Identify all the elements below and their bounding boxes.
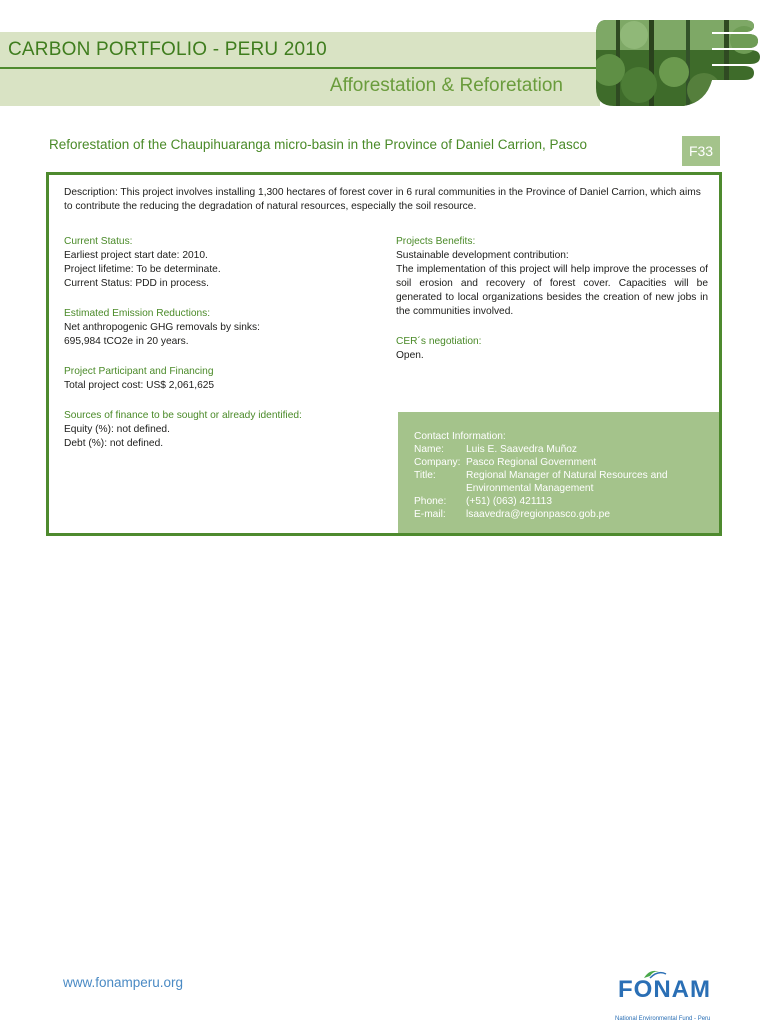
emissions-heading: Estimated Emission Reductions: — [64, 308, 211, 319]
current-status-heading: Current Status: — [64, 236, 133, 247]
emissions-line: 695,984 tCO2e in 20 years. — [64, 336, 189, 347]
benefits-heading: Projects Benefits: — [396, 236, 476, 247]
page-subtitle: Afforestation & Reforetation — [329, 75, 563, 96]
emissions-line: Net anthropogenic GHG removals by sinks: — [64, 322, 260, 333]
contact-label: Name: — [414, 444, 445, 455]
contact-row — [414, 495, 714, 508]
contact-label: E-mail: — [414, 509, 446, 520]
left-column — [64, 235, 384, 451]
right-column — [396, 235, 708, 363]
logo-wordmark: FONAM — [618, 976, 711, 1003]
project-description: Description: This project involves installing 1,300 hectares of forest cover in 6 rural communities in the Province of Daniel Carrion, which aims to contribute the reducing the degradation of natural resources, especially the soil resource. — [64, 187, 701, 212]
contact-box — [398, 412, 719, 533]
benefits-line: Sustainable development contribution: — [396, 250, 569, 261]
contact-row — [414, 443, 714, 456]
contact-label: Phone: — [414, 496, 447, 507]
project-code-badge: F33 — [682, 136, 720, 166]
project-card — [46, 172, 722, 536]
contact-row — [414, 456, 714, 469]
sources-heading: Sources of finance to be sought or already identified: — [64, 410, 302, 421]
cer-heading: CER´s negotiation: — [396, 336, 482, 347]
header-rule — [0, 67, 600, 69]
contact-row — [414, 469, 714, 495]
cer-value: Open. — [396, 350, 424, 361]
sources-line: Debt (%): not defined. — [64, 438, 164, 449]
website-link[interactable]: www.fonamperu.org — [63, 975, 184, 990]
contact-value: (+51) (063) 421113 — [466, 496, 552, 507]
financing-line: Total project cost: US$ 2,061,625 — [64, 380, 215, 391]
contact-value: Regional Manager of Natural Resources and Environmental Management — [466, 470, 668, 494]
fonam-logo — [610, 966, 730, 1024]
sources-line: Equity (%): not defined. — [64, 424, 170, 435]
contact-value: Luis E. Saavedra Muñoz — [466, 444, 577, 455]
page-title: CARBON PORTFOLIO - PERU 2010 — [8, 39, 327, 60]
contact-label: Title: — [414, 470, 436, 481]
contact-value: Pasco Regional Government — [466, 457, 597, 468]
benefits-text: The implementation of this project will help improve the processes of soil erosion and recovery of forest cover. Capacities will be generated to local organizations besides the creation of new jobs in the communities involved. — [396, 264, 708, 317]
status-line: Earliest project start date: 2010. — [64, 250, 208, 261]
project-title: Reforestation of the Chaupihuaranga micro-basin in the Province of Daniel Carrion, Pasco — [49, 137, 588, 152]
contact-heading: Contact Information: — [414, 431, 506, 442]
logo-tagline: National Environmental Fund - Peru — [615, 1016, 711, 1022]
status-line: Current Status: PDD in process. — [64, 278, 209, 289]
contact-email[interactable]: lsaavedra@regionpasco.gob.pe — [466, 509, 611, 520]
status-line: Project lifetime: To be determinate. — [64, 264, 221, 275]
forest-hand-icon — [594, 10, 762, 110]
financing-heading: Project Participant and Financing — [64, 366, 214, 377]
contact-row — [414, 508, 714, 521]
contact-label: Company: — [414, 457, 461, 468]
